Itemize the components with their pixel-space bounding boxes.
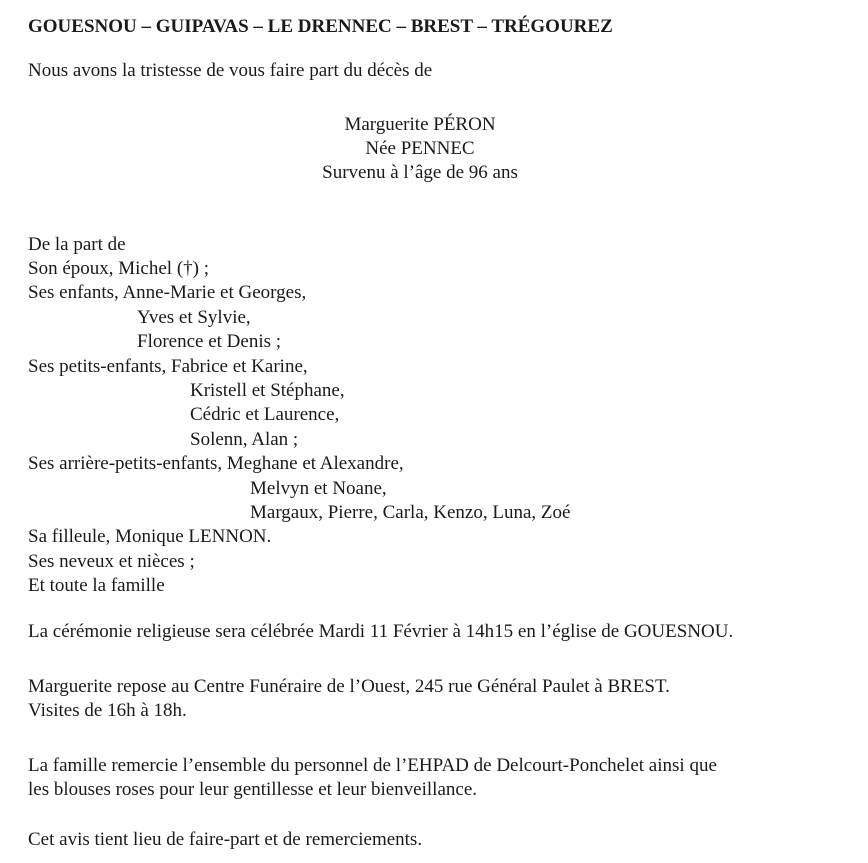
children-line: Yves et Sylvie,: [137, 307, 251, 328]
spouse-line: Son époux, Michel (†) ;: [28, 258, 210, 279]
grandchildren-line: Kristell et Stéphane,: [190, 380, 345, 401]
grandchildren-line: Ses petits-enfants, Fabrice et Karine,: [28, 356, 308, 377]
great-grandchildren-line: Ses arrière-petits-enfants, Meghane et Alexandre,: [28, 453, 404, 474]
ceremony-text: La cérémonie religieuse sera célébrée Mardi 11 Février à 14h15 en l’église de GOUESNOU.: [28, 621, 734, 642]
thanks-text: La famille remercie l’ensemble du personnel de l’EHPAD de Delcourt-Ponchelet ainsi que: [28, 755, 717, 776]
great-grandchildren-line: Margaux, Pierre, Carla, Kenzo, Luna, Zoé: [250, 502, 571, 523]
closing-text: Cet avis tient lieu de faire-part et de remerciements.: [28, 829, 423, 850]
whole-family-line: Et toute la famille: [28, 575, 165, 596]
goddaughter-line: Sa filleule, Monique LENNON.: [28, 526, 272, 547]
thanks-text: les blouses roses pour leur gentillesse et leur bienveillance.: [28, 779, 478, 800]
towns-heading: GOUESNOU – GUIPAVAS – LE DRENNEC – BREST – TRÉGOUREZ: [28, 16, 613, 37]
visiting-hours-text: Visites de 16h à 18h.: [28, 700, 187, 721]
great-grandchildren-line: Melvyn et Noane,: [250, 478, 387, 499]
deceased-maiden-name: Née PENNEC: [365, 138, 475, 159]
nephews-line: Ses neveux et nièces ;: [28, 551, 195, 572]
funeral-home-text: Marguerite repose au Centre Funéraire de l’Ouest, 245 rue Général Paulet à BREST.: [28, 676, 670, 697]
children-line: Florence et Denis ;: [137, 331, 282, 352]
grandchildren-line: Cédric et Laurence,: [190, 404, 340, 425]
family-heading: De la part de: [28, 234, 126, 255]
children-line: Ses enfants, Anne-Marie et Georges,: [28, 282, 307, 303]
deceased-age: Survenu à l’âge de 96 ans: [322, 162, 518, 183]
grandchildren-line: Solenn, Alan ;: [190, 429, 299, 450]
intro-text: Nous avons la tristesse de vous faire part du décès de: [28, 60, 433, 81]
deceased-name: Marguerite PÉRON: [344, 114, 496, 135]
